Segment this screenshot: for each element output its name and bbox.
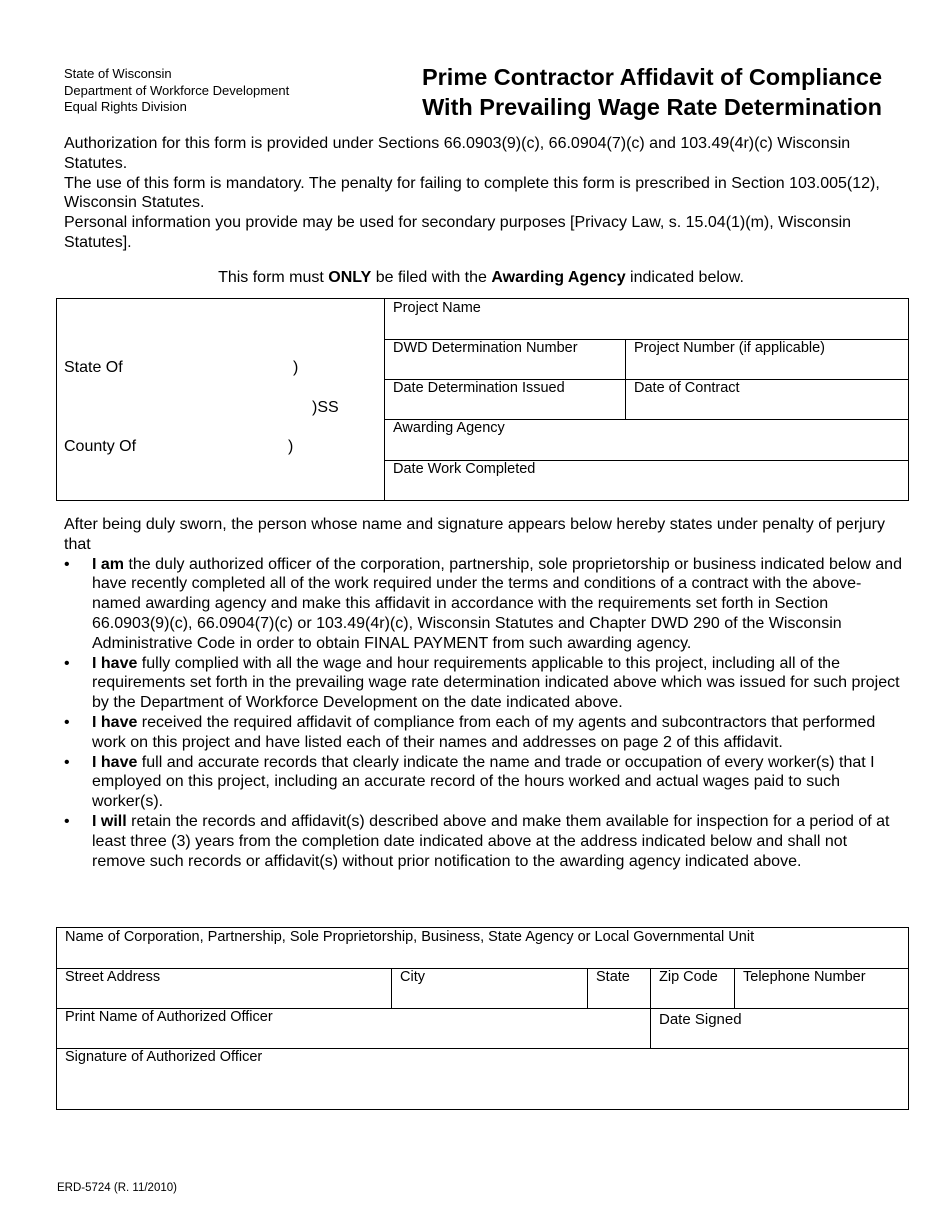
contractor-info-table bbox=[56, 927, 909, 1110]
project-info-table bbox=[56, 298, 909, 501]
city-field[interactable] bbox=[392, 969, 587, 1008]
form-id: ERD-5724 (R. 11/2010) bbox=[57, 1182, 177, 1194]
list-item bbox=[64, 753, 904, 812]
notice-awarding-agency: Awarding Agency bbox=[491, 269, 626, 286]
notice-part-3: indicated below. bbox=[625, 269, 744, 286]
statement-text: retain the records and affidavit(s) described above and make them available for inspection for a period of at least three (3) years from the completion date indicated above at the address indicated below and shall not remove such records or affidavit(s) without prior notification to the awarding agency indicated above. bbox=[92, 812, 890, 870]
state-field[interactable] bbox=[588, 969, 650, 1008]
business-name-field[interactable] bbox=[57, 928, 908, 968]
signature-label: Signature of Authorized Officer bbox=[65, 1049, 263, 1065]
sworn-statement bbox=[64, 515, 904, 871]
agency-line-division: Equal Rights Division bbox=[64, 99, 187, 114]
statement-lead: I have bbox=[92, 753, 138, 771]
authorization-privacy: Personal information you provide may be used for secondary purposes [Privacy Law, s. 15.04(1)(m), Wisconsin Statutes]. bbox=[64, 214, 852, 251]
telephone-number-label: Telephone Number bbox=[743, 969, 866, 985]
ss-label: )SS bbox=[312, 399, 339, 416]
filing-notice bbox=[64, 269, 898, 287]
agency-line-department: Department of Workforce Development bbox=[64, 82, 290, 98]
signature-field[interactable] bbox=[57, 1049, 908, 1109]
date-signed-field[interactable] bbox=[651, 1009, 908, 1048]
state-label: State bbox=[596, 969, 630, 985]
print-name-field[interactable] bbox=[57, 1009, 650, 1048]
business-name-label: Name of Corporation, Partnership, Sole Proprietorship, Business, State Agency or Local Governmental Unit bbox=[65, 929, 755, 945]
project-number-label: Project Number (if applicable) bbox=[634, 340, 825, 356]
project-number-field[interactable] bbox=[626, 340, 908, 379]
list-item bbox=[64, 812, 904, 871]
statement-lead: I have bbox=[92, 713, 138, 731]
list-item bbox=[64, 654, 904, 713]
bullet: • bbox=[64, 812, 70, 830]
county-paren: ) bbox=[288, 438, 294, 455]
authorization-statute: Authorization for this form is provided under Sections 66.0903(9)(c), 66.0904(7)(c) and 103.49(4r)(c) Wisconsin Statutes. bbox=[64, 135, 851, 172]
list-item bbox=[64, 555, 904, 654]
notice-part-2: be filed with the bbox=[371, 269, 492, 286]
statement-text: fully complied with all the wage and hour requirements applicable to this project, including all of the requirements set forth in the prevailing wage rate determination indicated above which was issued for such project by the Department of Workforce Development on the date indicated above. bbox=[92, 654, 900, 712]
page-title bbox=[396, 62, 908, 122]
agency-block bbox=[64, 66, 289, 116]
project-name-field[interactable] bbox=[385, 299, 908, 339]
telephone-number-field[interactable] bbox=[735, 969, 908, 1008]
notice-part-1: This form must bbox=[218, 269, 329, 286]
date-of-contract-field[interactable] bbox=[626, 380, 908, 419]
statement-text: received the required affidavit of compliance from each of my agents and subcontractors that performed work on this project and have listed each of their names and addresses on page 2 of this affidavit. bbox=[92, 713, 876, 751]
state-of-label: State Of bbox=[64, 359, 123, 376]
awarding-agency-field[interactable] bbox=[385, 420, 908, 460]
street-address-field[interactable] bbox=[57, 969, 391, 1008]
state-paren: ) bbox=[293, 359, 299, 376]
bullet: • bbox=[64, 713, 70, 731]
statement-text: full and accurate records that clearly indicate the name and trade or occupation of every worker(s) that I employed on this project, including an accurate record of the hours worked and actual wages paid to such worker(s). bbox=[92, 753, 875, 811]
notice-only: ONLY bbox=[328, 269, 372, 286]
date-determination-issued-label: Date Determination Issued bbox=[393, 380, 565, 396]
statement-lead: I will bbox=[92, 812, 127, 830]
bullet: • bbox=[64, 555, 70, 573]
dwd-determination-number-label: DWD Determination Number bbox=[393, 340, 578, 356]
zip-code-field[interactable] bbox=[651, 969, 734, 1008]
statement-intro: After being duly sworn, the person whose name and signature appears below hereby states under penalty of perjury that bbox=[64, 516, 885, 553]
county-of-label: County Of bbox=[64, 438, 137, 455]
statement-lead: I have bbox=[92, 654, 138, 672]
title-line-1: Prime Contractor Affidavit of Compliance bbox=[421, 64, 883, 90]
awarding-agency-label: Awarding Agency bbox=[393, 420, 505, 436]
statement-text: the duly authorized officer of the corporation, partnership, sole proprietorship or business indicated below and have recently completed all of the work required under the terms and conditions of a contract with the above-named awarding agency and make this affidavit in accordance with the requirements set forth in Section 66.0903(9)(c), 66.0904(7)(c) or 103.49(4r)(c), Wisconsin Statutes and Chapter DWD 290 of the Wisconsin Administrative Code in order to obtain FINAL PAYMENT from such awarding agency. bbox=[92, 555, 902, 652]
date-determination-issued-field[interactable] bbox=[385, 380, 625, 419]
statement-lead: I am bbox=[92, 555, 125, 573]
bullet: • bbox=[64, 753, 70, 771]
date-of-contract-label: Date of Contract bbox=[634, 380, 740, 396]
street-address-label: Street Address bbox=[65, 969, 161, 985]
date-work-completed-label: Date Work Completed bbox=[393, 461, 536, 477]
date-signed-label: Date Signed bbox=[659, 1011, 742, 1028]
date-work-completed-field[interactable] bbox=[385, 461, 908, 500]
city-label: City bbox=[400, 969, 425, 985]
authorization-mandatory: The use of this form is mandatory. The penalty for failing to complete this form is prescribed in Section 103.005(12), Wisconsin Statutes. bbox=[64, 174, 880, 212]
statement-list bbox=[64, 555, 904, 872]
authorization-text bbox=[64, 134, 914, 253]
dwd-determination-number-field[interactable] bbox=[385, 340, 625, 379]
title-line-2: With Prevailing Wage Rate Determination bbox=[422, 94, 882, 120]
agency-line-state: State of Wisconsin bbox=[64, 66, 172, 81]
print-name-label: Print Name of Authorized Officer bbox=[65, 1009, 273, 1025]
project-name-label: Project Name bbox=[393, 300, 481, 316]
list-item bbox=[64, 713, 904, 753]
bullet: • bbox=[64, 654, 70, 672]
zip-code-label: Zip Code bbox=[659, 969, 718, 985]
